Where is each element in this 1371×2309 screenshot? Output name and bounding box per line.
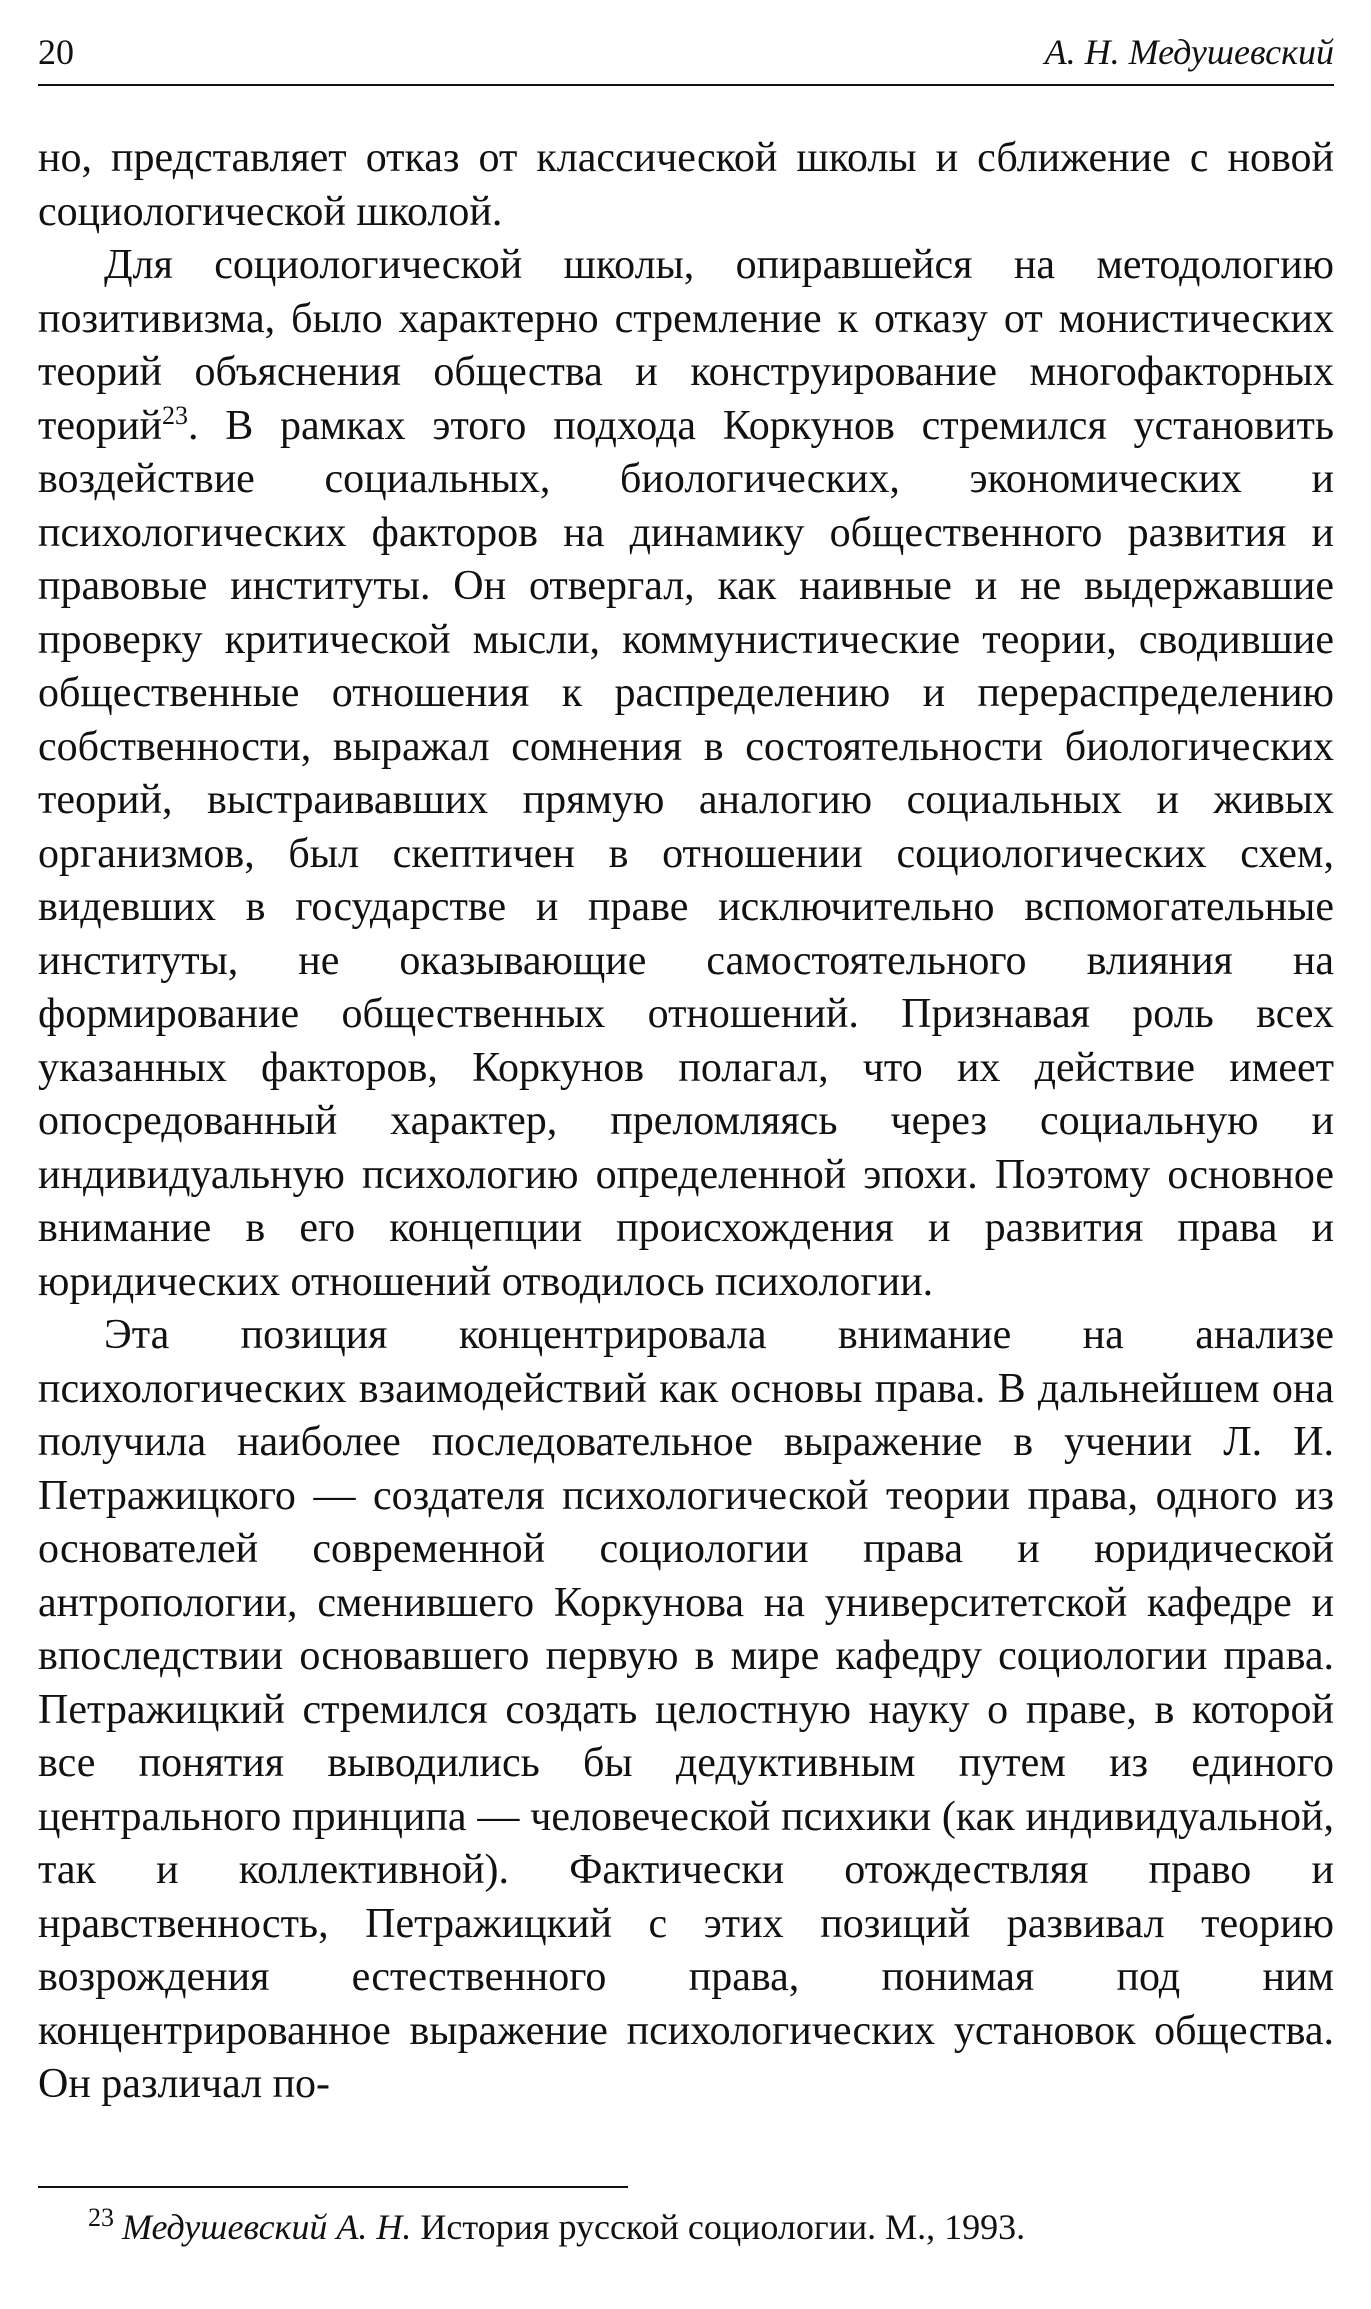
- paragraph-1: [38, 132, 1334, 239]
- paragraph-3-text: Эта позиция концентрировала внимание на анализе психологических взаимодействий как основы права. В дальнейшем она получила наиболее последовательное выражение в учении Л. И. Петражицкого — создателя психологической теории права, одного из основателей современной социологии права и юридической антропологии, сменившего Коркунова на университетской кафедре и впоследствии основавшего первую в мире кафедру социологии права. Петражицкий стремился создать целостную науку о праве, в которой все понятия выводились бы дедуктивным путем из единого центрального принципа — человеческой психики (как индивидуальной, так и коллективной). Фактически отождествляя право и нравственность, Петражицкий с этих позиций развивал теорию возрождения естественного права, понимая под ним концентрированное выражение психологических установок общества. Он различал по-: [38, 1312, 1334, 2107]
- paragraph-1-text: но, представляет отказ от классической школы и сближение с новой социологической школой.: [38, 135, 1334, 235]
- footnote-number: 23: [88, 2203, 114, 2232]
- footnote-author: Медушевский А. Н.: [122, 2207, 412, 2247]
- footnote-divider: [38, 2186, 628, 2188]
- page-header: [38, 28, 1334, 86]
- body-text: [38, 132, 1334, 2112]
- paragraph-2-text-after: . В рамках этого подхода Коркунов стремился установить воздействие социальных, биологических, экономических и психологических факторов на динамику общественного развития и правовые институты. Он отвергал, как наивные и не выдержавшие проверку критической мысли, коммунистические теории, сводившие общественные отношения к распределению и перераспределению собственности, выражал сомнения в состоятельности биологических теорий, выстраивавших прямую аналогию социальных и живых организмов, был скептичен в отношении социологических схем, видевших в государстве и праве исключительно вспомогательные институты, не оказывающие самостоятельного влияния на формирование общественных отношений. Признавая роль всех указанных факторов, Коркунов полагал, что их действие имеет опосредованный характер, преломляясь через социальную и индивидуальную психологию определенной эпохи. Поэтому основное внимание в его концепции происхождения и развития права и юридических отношений отводилось психологии.: [38, 402, 1334, 1305]
- paragraph-2: [38, 239, 1334, 1309]
- page-number: 20: [38, 32, 74, 72]
- paragraph-3: [38, 1309, 1334, 2112]
- running-head: А. Н. Медушевский: [1044, 32, 1334, 72]
- footnote-reference[interactable]: 23: [161, 400, 188, 430]
- paragraph-2-text-before: Для социологической школы, опиравшейся на методологию позитивизма, было характерно стремление к отказу от монистических теорий объяснения общества и конструирование многофакторных теорий: [38, 242, 1334, 449]
- footnote: [88, 2203, 1025, 2251]
- footnote-text: История русской социологии. М., 1993.: [411, 2207, 1026, 2247]
